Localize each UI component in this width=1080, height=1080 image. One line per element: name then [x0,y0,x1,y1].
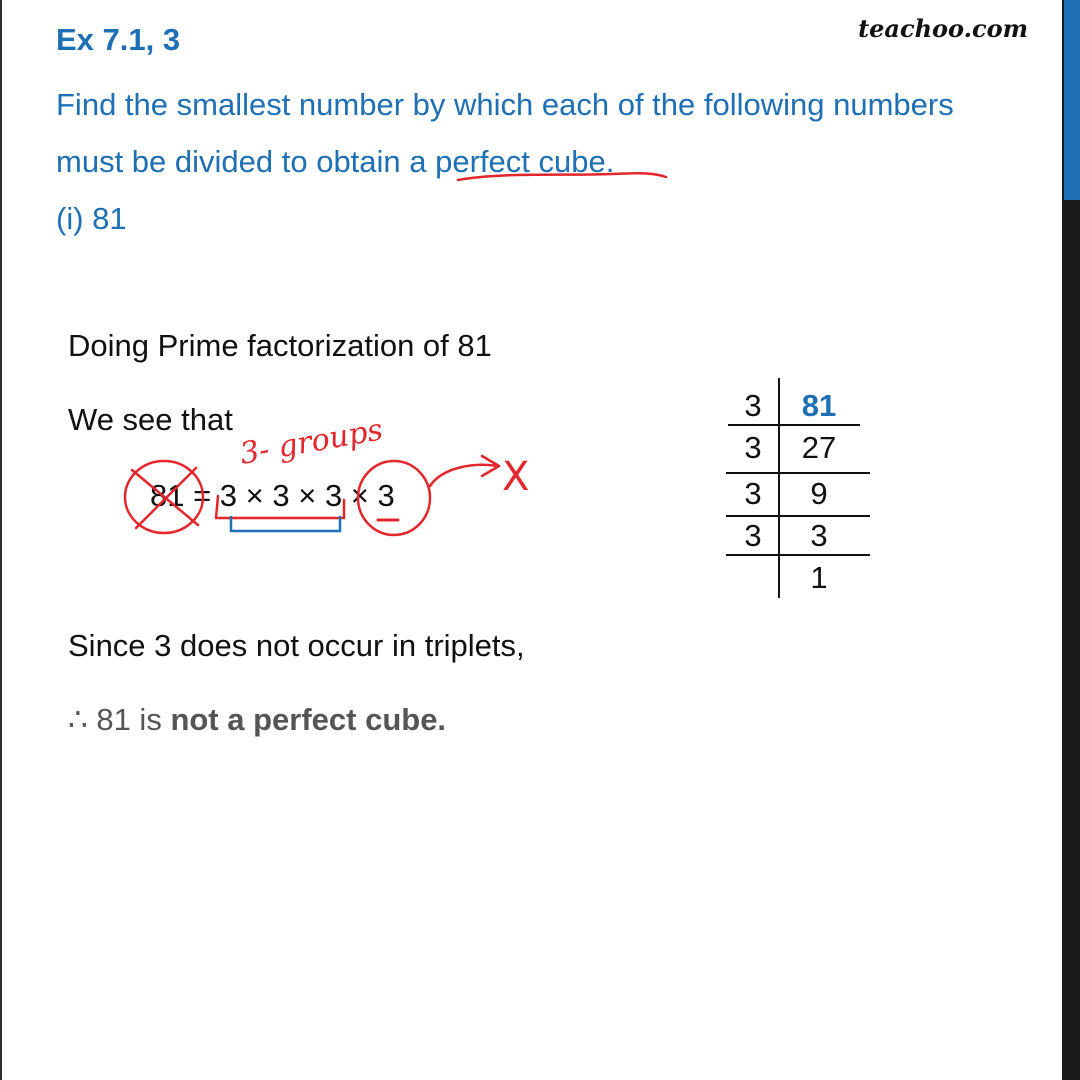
quotient-cell: 81 [801,388,837,423]
red-arrow [430,465,498,486]
quotient-cell: 27 [801,430,837,465]
question-line-2: must be divided to obtain a perfect cube. [56,144,615,179]
solution-reason: Since 3 does not occur in triplets, [68,628,525,663]
groups-note: 3- groups [237,412,386,472]
conclusion-prefix: ∴ 81 is [68,702,171,737]
exercise-title: Ex 7.1, 3 [56,22,181,57]
question-line-1: Find the smallest number by which each of the following numbers [56,87,954,122]
red-group-bracket [216,496,344,518]
handwritten-annotations [2,0,1064,1080]
solution-observation: We see that [68,402,233,437]
divisor-cell: 3 [744,518,762,553]
question-part: (i) 81 [56,201,127,236]
divisor-cell: 3 [744,430,762,465]
quotient-cell: 3 [810,518,828,553]
cross-stroke [136,468,196,528]
leftover-circle-icon [358,461,430,535]
scrollbar-thumb[interactable] [1064,0,1080,200]
red-underline [458,173,666,180]
solution-intro: Doing Prime factorization of 81 [68,328,492,363]
divisor-cell: 3 [744,388,762,423]
factorization-equation: 81 = 3 × 3 × 3 × 3 [150,478,395,513]
conclusion-emphasis: not a perfect cube. [170,702,447,737]
quotient-cell: 1 [810,560,828,595]
divisor-cell: 3 [744,476,762,511]
brand-logo: teachoo.com [858,14,1028,43]
quotient-cell: 9 [810,476,828,511]
cross-mark: X [502,454,530,500]
